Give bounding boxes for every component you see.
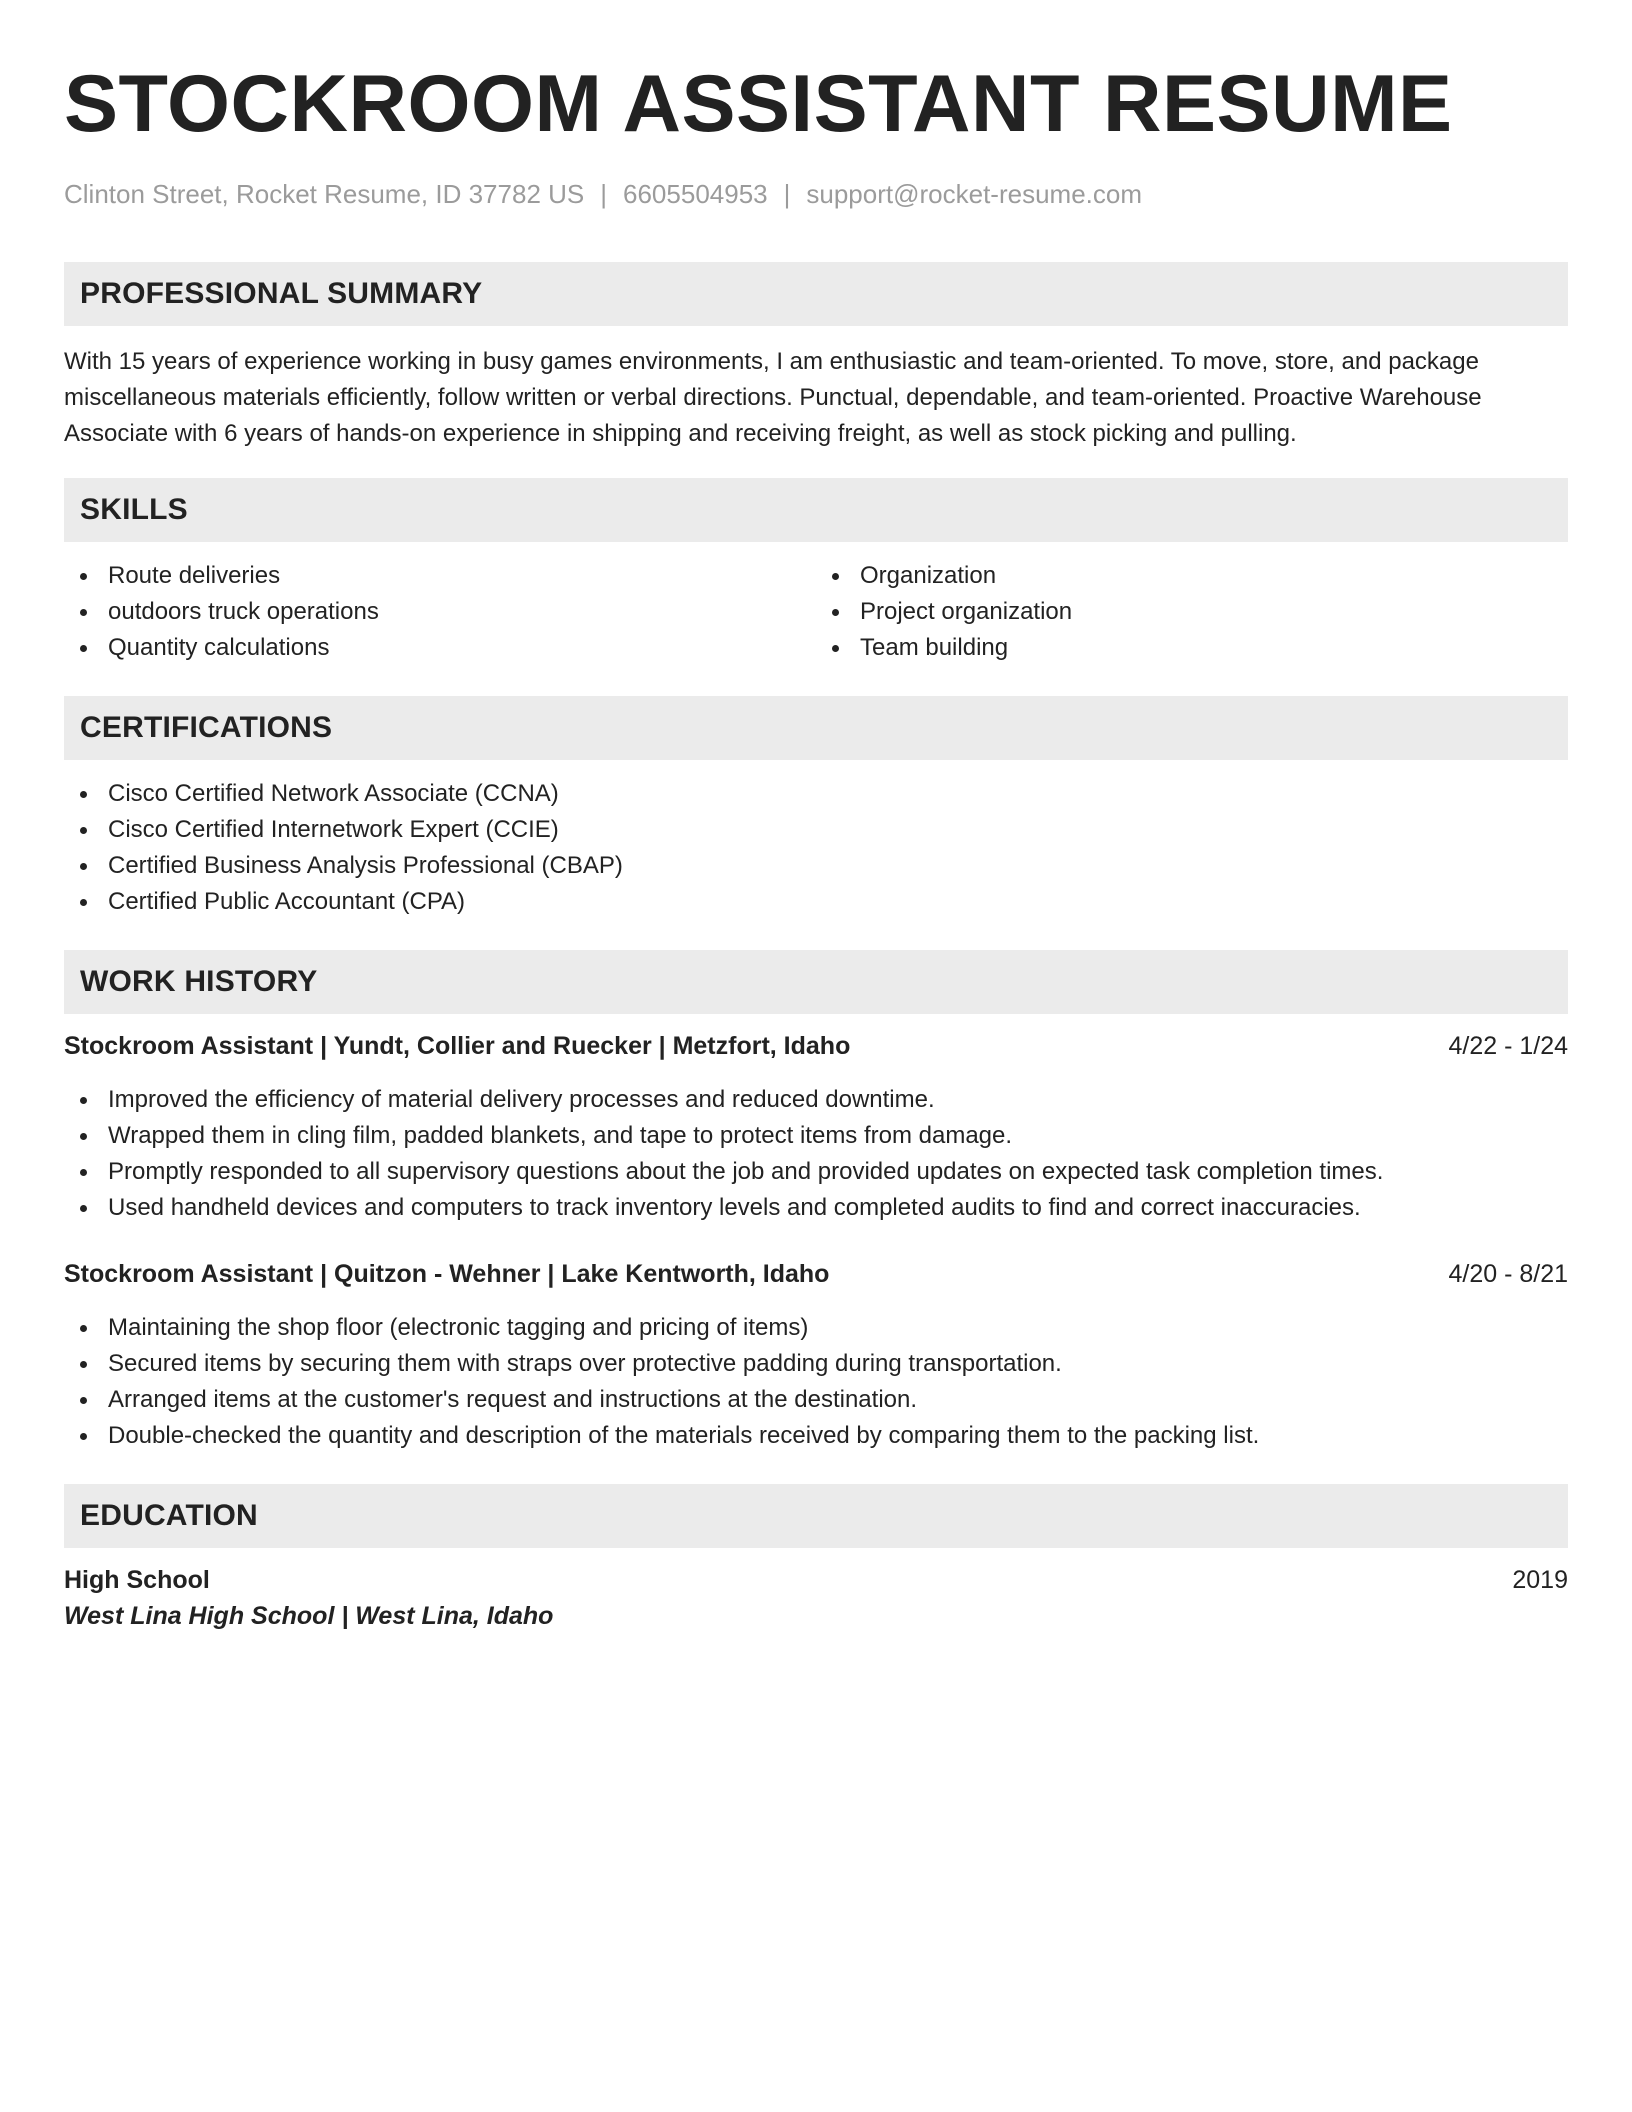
- job-entry: [64, 1256, 1568, 1454]
- certifications-list: [64, 776, 1568, 920]
- resume-title: STOCKROOM ASSISTANT RESUME: [64, 59, 1453, 149]
- skill-item: Route deliveries: [64, 558, 816, 594]
- section-header-certifications: CERTIFICATIONS: [64, 696, 1568, 760]
- education-degree: High School: [64, 1566, 210, 1594]
- job-bullet: Used handheld devices and computers to track inventory levels and completed audits to find and correct inaccuracies.: [64, 1190, 1568, 1226]
- job-title: Stockroom Assistant | Yundt, Collier and Ruecker | Metzfort, Idaho: [64, 1032, 851, 1060]
- education-school: West Lina High School | West Lina, Idaho: [64, 1602, 554, 1630]
- job-bullets: [64, 1082, 1568, 1226]
- job-bullet: Double-checked the quantity and description of the materials received by comparing them to the packing list.: [64, 1418, 1568, 1454]
- skill-item: Team building: [816, 630, 1568, 666]
- job-header: [64, 1256, 1568, 1292]
- section-header-skills: SKILLS: [64, 478, 1568, 542]
- education-entry: [64, 1562, 1568, 1634]
- job-bullet: Arranged items at the customer's request and instructions at the destination.: [64, 1382, 1568, 1418]
- job-header: [64, 1028, 1568, 1064]
- skills-list: [64, 558, 1568, 666]
- job-bullet: Wrapped them in cling film, padded blankets, and tape to protect items from damage.: [64, 1118, 1568, 1154]
- skill-item: Organization: [816, 558, 1568, 594]
- skill-item: Quantity calculations: [64, 630, 816, 666]
- certification-item: Certified Public Accountant (CPA): [64, 884, 1568, 920]
- section-header-education: EDUCATION: [64, 1484, 1568, 1548]
- contact-separator: |: [783, 179, 791, 209]
- job-title: Stockroom Assistant | Quitzon - Wehner | Lake Kentworth, Idaho: [64, 1260, 830, 1288]
- job-bullet: Secured items by securing them with straps over protective padding during transportation.: [64, 1346, 1568, 1382]
- contact-email: support@rocket-resume.com: [806, 179, 1143, 209]
- job-bullet: Promptly responded to all supervisory questions about the job and provided updates on expected task completion times.: [64, 1154, 1568, 1190]
- contact-address: Clinton Street, Rocket Resume, ID 37782 US: [64, 179, 585, 209]
- certification-item: Certified Business Analysis Professional (CBAP): [64, 848, 1568, 884]
- summary-text: With 15 years of experience working in busy games environments, I am enthusiastic and team-oriented. To move, store, and package miscellaneous materials efficiently, follow written or verbal directions. Punctual, dependable, and team-oriented. Proactive Warehouse Associate with 6 years of hands-on experience in shipping and receiving freight, as well as stock picking and pulling.: [64, 348, 1482, 447]
- job-bullet: Improved the efficiency of material delivery processes and reduced downtime.: [64, 1082, 1568, 1118]
- contact-phone: 6605504953: [623, 179, 768, 209]
- skills-column-right: [816, 558, 1568, 666]
- skill-item: Project organization: [816, 594, 1568, 630]
- contact-separator: |: [600, 179, 608, 209]
- skills-column-left: [64, 558, 816, 666]
- skill-item: outdoors truck operations: [64, 594, 816, 630]
- education-year: 2019: [1512, 1566, 1568, 1594]
- section-header-work-history: WORK HISTORY: [64, 950, 1568, 1014]
- job-bullet: Maintaining the shop floor (electronic tagging and pricing of items): [64, 1310, 1568, 1346]
- contact-line: [64, 178, 1568, 210]
- certification-item: Cisco Certified Internetwork Expert (CCIE): [64, 812, 1568, 848]
- job-entry: [64, 1028, 1568, 1226]
- section-header-summary: PROFESSIONAL SUMMARY: [64, 262, 1568, 326]
- certification-item: Cisco Certified Network Associate (CCNA): [64, 776, 1568, 812]
- education-header: [64, 1562, 1568, 1598]
- job-dates: 4/20 - 8/21: [1448, 1260, 1568, 1288]
- job-dates: 4/22 - 1/24: [1448, 1032, 1568, 1060]
- job-bullets: [64, 1310, 1568, 1454]
